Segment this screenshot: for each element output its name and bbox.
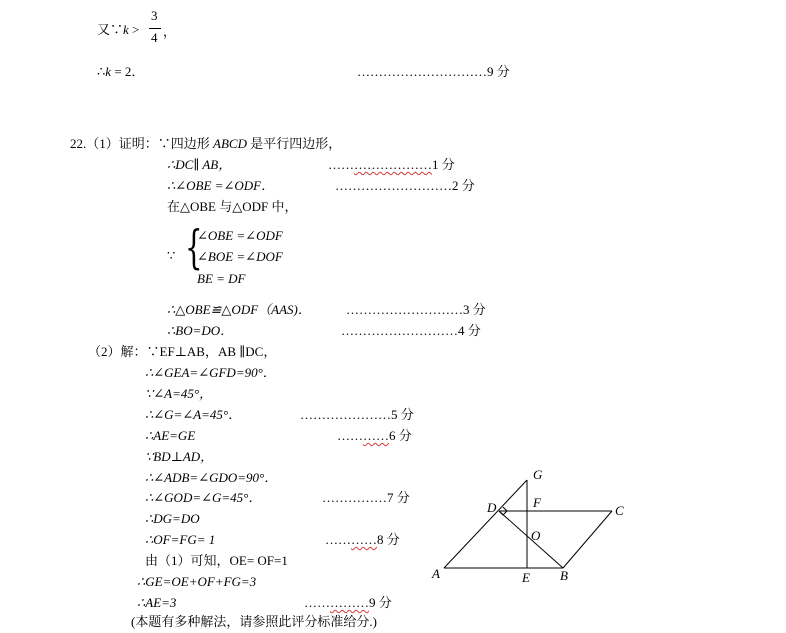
part2-line-5: ∵BD⊥AD， bbox=[145, 449, 214, 464]
score-line-4: ………………………3 分 bbox=[346, 302, 486, 317]
part2-line-8: ∴DG=DO bbox=[145, 511, 200, 526]
op-gt: > bbox=[128, 22, 140, 37]
fraction-denominator: 4 bbox=[151, 30, 158, 45]
part2-line-2: ∵∠A=45°， bbox=[145, 386, 213, 401]
part2-line-4: ∴AE=GE bbox=[145, 428, 196, 443]
part2-line-12: ∴AE=3 bbox=[137, 595, 177, 610]
q22-abcd: ABCD bbox=[209, 136, 251, 151]
system-eq-1: ∠OBE =∠ODF bbox=[197, 228, 283, 243]
fraction-numerator: 3 bbox=[151, 8, 158, 23]
score-part2-5: …………………5 分 bbox=[300, 407, 414, 422]
part2-line-7: ∴∠GOD=∠G=45°． bbox=[145, 490, 262, 505]
segment-cb bbox=[563, 511, 612, 568]
part2-line-6: ∴∠ADB=∠GDO=90°． bbox=[145, 470, 278, 485]
part2-line-9: ∴OF=FG= 1 bbox=[145, 532, 216, 547]
score-9-top: …………………………9 分 bbox=[357, 64, 510, 79]
score-label: 6 分 bbox=[389, 428, 412, 443]
system-eq-2: ∠BOE =∠DOF bbox=[197, 249, 283, 264]
system-eq-3: BE = DF bbox=[197, 271, 246, 286]
score-dots-squiggle: ……………… bbox=[354, 157, 432, 172]
score-line-5: ………………………4 分 bbox=[341, 323, 481, 338]
segment-ag bbox=[444, 480, 527, 568]
label-b: B bbox=[560, 568, 568, 583]
part2-intro: （2）解：∵EF⊥AB，AB ∥DC， bbox=[88, 344, 277, 359]
var-k: k bbox=[123, 22, 129, 37]
proof-line-1: ∴DC∥ AB， bbox=[167, 157, 232, 172]
part2-line-3: ∴∠G=∠A=45°． bbox=[145, 407, 242, 422]
system-brace: { bbox=[185, 220, 203, 274]
proof-line-5: ∴BO=DO． bbox=[167, 323, 234, 338]
therefore-symbol: ∴ bbox=[97, 64, 106, 79]
label-g: G bbox=[533, 467, 543, 482]
label-d: D bbox=[487, 500, 497, 515]
line-k-gt-prefix: 又∵ bbox=[97, 22, 124, 37]
score-dots: …… bbox=[337, 428, 363, 443]
part2-line-10: 由（1）可知，OE= OF=1 bbox=[145, 553, 288, 568]
score-label: 9 分 bbox=[369, 595, 392, 610]
proof-line-3: 在△OBE 与△ODF 中， bbox=[167, 199, 298, 214]
proof-line-4: ∴△OBE≌△ODF（AAS)． bbox=[167, 302, 311, 317]
score-dots-squiggle: ……… bbox=[330, 595, 369, 610]
q22-intro-text: 22.（1）证明：∵四边形 bbox=[70, 136, 210, 151]
q22-intro-text-2: 是平行四边形， bbox=[250, 136, 342, 151]
score-label: 8 分 bbox=[377, 532, 400, 547]
label-o: O bbox=[531, 528, 541, 543]
part2-line-1: ∴∠GEA=∠GFD=90°． bbox=[145, 365, 276, 380]
label-a: A bbox=[432, 566, 440, 581]
score-dots-squiggle: …… bbox=[351, 532, 377, 547]
score-dots: …… bbox=[325, 532, 351, 547]
part2-line-11: ∴GE=OE+OF+FG=3 bbox=[137, 574, 257, 589]
score-part2-7: ……………7 分 bbox=[322, 490, 410, 505]
score-dots-squiggle: …… bbox=[363, 428, 389, 443]
proof-line-2: ∴∠OBE =∠ODF． bbox=[167, 178, 275, 193]
label-c: C bbox=[615, 503, 624, 518]
label-f: F bbox=[533, 495, 541, 510]
line-k-gt-suffix: ， bbox=[163, 24, 177, 39]
score-dots: …… bbox=[304, 595, 330, 610]
var-k-2: k bbox=[105, 64, 112, 79]
score-line-2: ………………………2 分 bbox=[335, 178, 475, 193]
score-dots: …… bbox=[328, 157, 354, 172]
eq-two: = 2． bbox=[111, 64, 145, 79]
system-because: ∵ bbox=[167, 248, 176, 263]
score-label: 1 分 bbox=[432, 157, 455, 172]
label-e: E bbox=[522, 570, 530, 585]
grading-note: (本题有多种解法，请参照此评分标准给分.) bbox=[131, 614, 377, 629]
